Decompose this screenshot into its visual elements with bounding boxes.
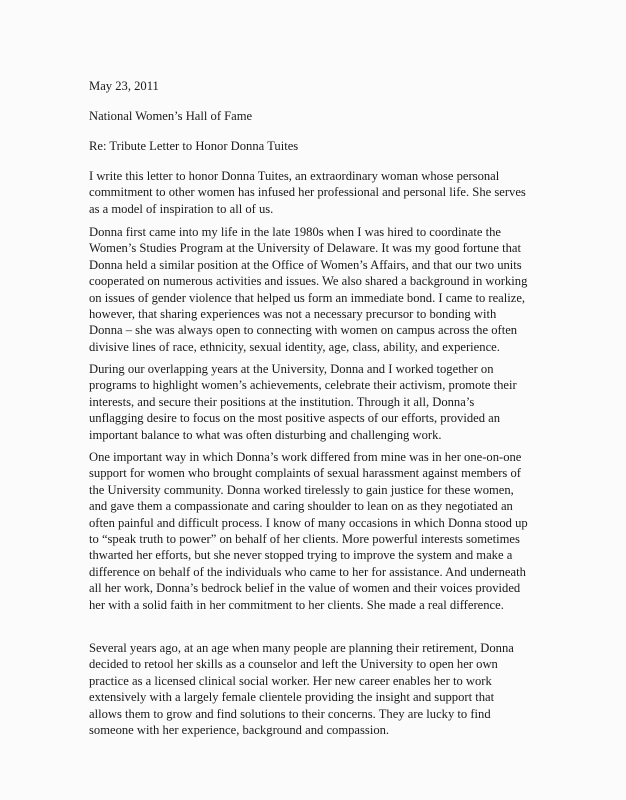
letter-paragraph-4: One important way in which Donna’s work differed from mine was in her one-on-one support for women who brought complaints of sexual harassment against members of the University community. Donna worked tirelessly to gain justice for these women, and gave them a compassionate and caring shoulder to lean on as they negotiated an often painful and difficult process. I know of many occasions in which Donna stood up to “speak truth to power” on behalf of her clients. More powerful interests sometimes thwarted her efforts, but she never stopped trying to improve the system and make a difference on behalf of the individuals who came to her for assistance. And underneath all her work, Donna’s bedrock belief in the value of women and their voices provided her with a solid faith in her commitment to her clients. She made a real difference. bbox=[89, 450, 528, 612]
letter-paragraph-2: Donna first came into my life in the late 1980s when I was hired to coordinate the Women’s Studies Program at the University of Delaware. It was my good fortune that Donna held a similar position at the Office of Women’s Affairs, and that our two units cooperated on numerous activities and issues. We also shared a background in working on issues of gender violence that helped us form an immediate bond. I came to realize, however, that sharing experiences was not a necessary precursor to bonding with Donna – she was always open to connecting with women on campus across the often divisive lines of race, ethnicity, sexual identity, age, class, ability, and experience. bbox=[89, 225, 528, 354]
letter-date: May 23, 2011 bbox=[89, 79, 159, 93]
letter-paragraph-5: Several years ago, at an age when many people are planning their retirement, Donna decided to retool her skills as a counselor and left the University to open her own practice as a licensed clinical social worker. Her new career enables her to work extensively with a largely female clientele providing the insight and support that allows them to grow and find solutions to their concerns. They are lucky to find someone with her experience, background and compassion. bbox=[89, 641, 514, 738]
letter-subject: Re: Tribute Letter to Honor Donna Tuites bbox=[89, 139, 299, 153]
letter-recipient: National Women’s Hall of Fame bbox=[89, 109, 253, 123]
letter-paragraph-1: I write this letter to honor Donna Tuites, an extraordinary woman whose personal commitment to other women has infused her professional and personal life. She serves as a model of inspiration to all of us. bbox=[89, 169, 526, 216]
letter-paragraph-3: During our overlapping years at the University, Donna and I worked together on programs to highlight women’s achievements, celebrate their activism, promote their interests, and secure their positions at the institution. Through it all, Donna’s unflagging desire to focus on the most positive aspects of our efforts, provided an important balance to what was often disturbing and challenging work. bbox=[89, 362, 517, 442]
